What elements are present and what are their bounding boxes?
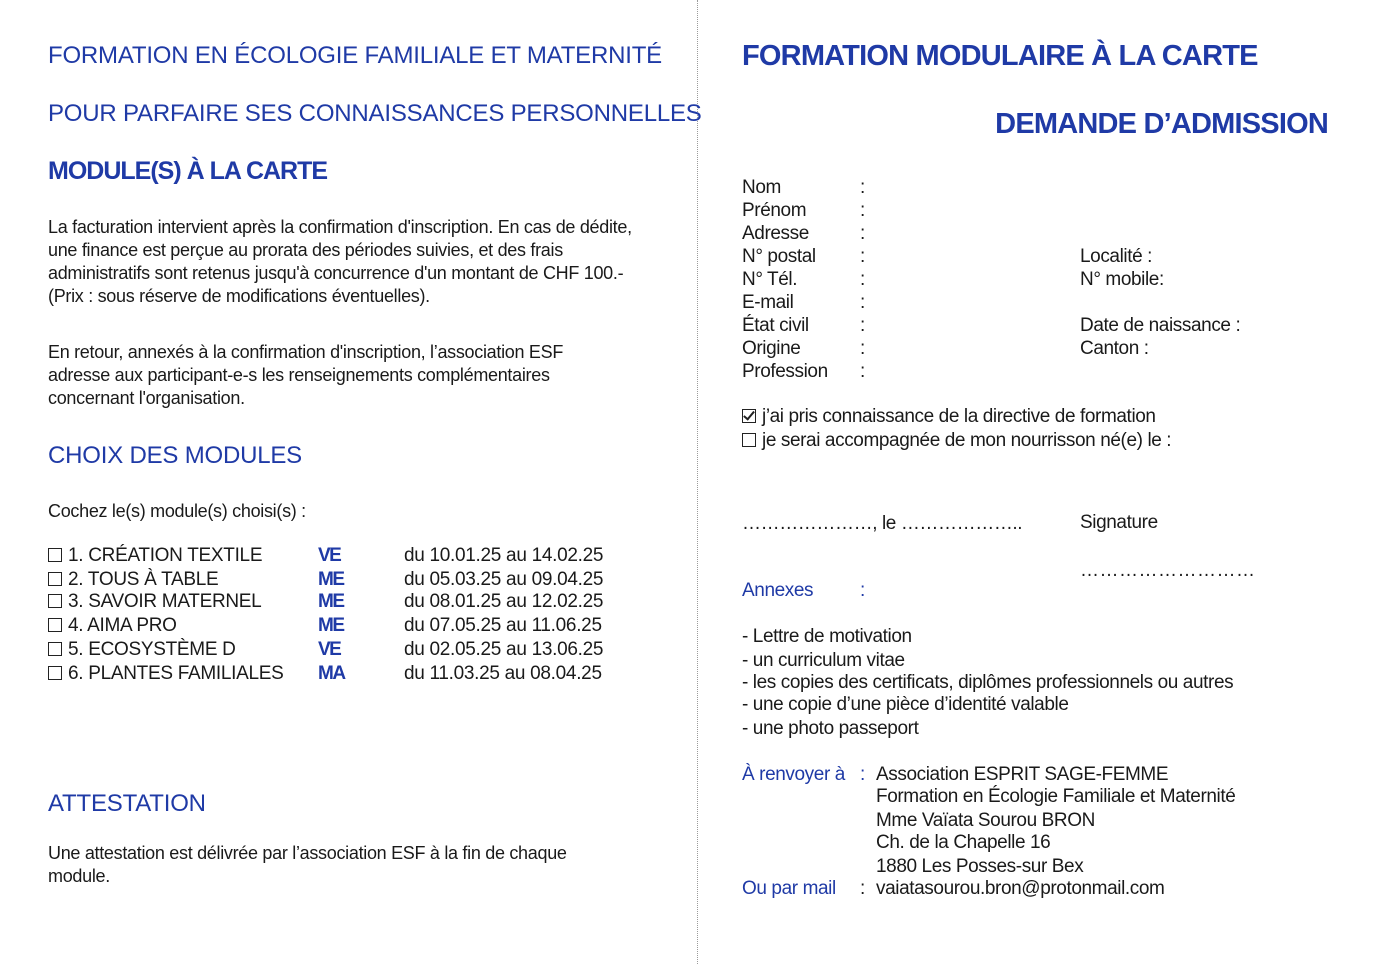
return-line: concernant l'organisation. [48, 388, 245, 408]
modules-heading: CHOIX DES MODULES [48, 442, 302, 469]
address-line: 1880 Les Posses-sur Bex [876, 856, 1084, 877]
form-title: FORMATION MODULAIRE À LA CARTE [742, 40, 1258, 72]
right-page [742, 0, 1342, 964]
billing-line: administratifs sont retenus jusqu'à concurrence d'un montant de CHF 100.- [48, 263, 624, 283]
left-title-1: FORMATION EN ÉCOLOGIE FAMILIALE ET MATERNITÉ [48, 42, 662, 69]
module-checkbox[interactable] [48, 666, 62, 680]
field-colon: : [860, 177, 865, 198]
form-subtitle: DEMANDE D’ADMISSION [995, 108, 1328, 140]
field-label: Nom [742, 177, 781, 198]
field-label: Adresse [742, 223, 809, 244]
address-line: Ch. de la Chapelle 16 [876, 832, 1051, 853]
module-name: 2. TOUS À TABLE [68, 569, 219, 590]
attestation-line: module. [48, 866, 110, 886]
fold-divider [697, 0, 698, 964]
form-field-prenom[interactable] [742, 200, 1342, 223]
module-day: ME [318, 591, 344, 612]
mail-colon: : [860, 878, 866, 899]
field-label: N° Tél. [742, 269, 798, 290]
module-dates: du 07.05.25 au 11.06.25 [404, 615, 602, 636]
field-right-label: Canton : [1080, 338, 1149, 359]
field-label: E-mail [742, 292, 794, 313]
return-to-label: À renvoyer à [742, 764, 845, 785]
left-page [48, 0, 702, 964]
module-checkbox[interactable] [48, 548, 62, 562]
form-field-nom[interactable] [742, 177, 1342, 200]
field-right-label: Localité : [1080, 246, 1153, 267]
billing-line: (Prix : sous réserve de modifications éventuelles). [48, 286, 430, 306]
field-colon: : [860, 338, 865, 359]
return-line: En retour, annexés à la confirmation d'inscription, l’association ESF [48, 342, 564, 362]
module-day: ME [318, 615, 344, 636]
annex-item: - les copies des certificats, diplômes professionnels ou autres [742, 672, 1234, 693]
field-colon: : [860, 246, 865, 267]
directive-checkbox-label: j’ai pris connaissance de la directive de formation [762, 406, 1156, 427]
left-title-3: MODULE(S) À LA CARTE [48, 157, 328, 185]
module-checkbox[interactable] [48, 642, 62, 656]
field-colon: : [860, 200, 865, 221]
field-label: Prénom [742, 200, 807, 221]
field-label: N° postal [742, 246, 816, 267]
billing-line: La facturation intervient après la confirmation d'inscription. En cas de dédite, [48, 217, 632, 237]
field-right-label: Date de naissance : [1080, 315, 1241, 336]
mail-address-link[interactable]: vaiatasourou.bron@protonmail.com [876, 878, 1165, 899]
modules-instruction: Cochez le(s) module(s) choisi(s) : [48, 501, 306, 521]
module-checkbox[interactable] [48, 594, 62, 608]
address-line: Association ESPRIT SAGE-FEMME [876, 764, 1169, 785]
module-dates: du 05.03.25 au 09.04.25 [404, 569, 604, 590]
attestation-heading: ATTESTATION [48, 790, 206, 817]
address-line: Mme Vaïata Sourou BRON [876, 810, 1095, 831]
form-field-tel[interactable] [742, 269, 1342, 292]
attestation-line: Une attestation est délivrée par l’association ESF à la fin de chaque [48, 843, 567, 863]
annex-item: - une photo passeport [742, 718, 919, 739]
place-date-line: …………………, le ……………….. [742, 513, 1023, 534]
module-checkbox[interactable] [48, 572, 62, 586]
attestation-paragraph [48, 842, 658, 888]
billing-line: une finance est perçue au prorata des périodes suivies, et des frais [48, 240, 563, 260]
field-colon: : [860, 223, 865, 244]
module-day: VE [318, 639, 341, 660]
form-field-adresse[interactable] [742, 223, 1342, 246]
checked-checkbox[interactable] [742, 409, 756, 423]
field-colon: : [860, 361, 865, 382]
return-to-colon: : [860, 764, 866, 785]
field-right-label: N° mobile: [1080, 269, 1164, 290]
form-field-etat-civil[interactable] [742, 315, 1342, 338]
module-day: MA [318, 663, 345, 684]
field-colon: : [860, 292, 865, 313]
form-field-origine[interactable] [742, 338, 1342, 361]
annex-item: - un curriculum vitae [742, 650, 905, 671]
field-colon: : [860, 315, 865, 336]
module-dates: du 02.05.25 au 13.06.25 [404, 639, 604, 660]
field-label: État civil [742, 315, 809, 336]
form-field-email[interactable] [742, 292, 1342, 315]
unchecked-checkbox[interactable] [742, 433, 756, 447]
return-line: adresse aux participant-e-s les renseignements complémentaires [48, 365, 550, 385]
annexes-colon: : [860, 580, 866, 601]
nursling-checkbox-label: je serai accompagnée de mon nourrisson né(e) le : [762, 430, 1172, 451]
field-label: Origine [742, 338, 801, 359]
module-dates: du 08.01.25 au 12.02.25 [404, 591, 604, 612]
module-name: 1. CRÉATION TEXTILE [68, 545, 263, 566]
module-dates: du 11.03.25 au 08.04.25 [404, 663, 602, 684]
return-paragraph [48, 341, 658, 410]
module-day: ME [318, 569, 344, 590]
field-colon: : [860, 269, 865, 290]
signature-label: Signature [1080, 512, 1158, 533]
annex-item: - Lettre de motivation [742, 626, 912, 647]
billing-paragraph [48, 216, 658, 308]
module-checkbox[interactable] [48, 618, 62, 632]
form-field-profession[interactable] [742, 361, 1342, 384]
annexes-label: Annexes [742, 580, 814, 601]
mail-label: Ou par mail [742, 878, 836, 899]
module-name: 4. AIMA PRO [68, 615, 177, 636]
module-name: 5. ECOSYSTÈME D [68, 639, 236, 660]
module-name: 6. PLANTES FAMILIALES [68, 663, 284, 684]
form-field-postal[interactable] [742, 246, 1342, 269]
module-name: 3. SAVOIR MATERNEL [68, 591, 262, 612]
directive-checkbox-row[interactable] [742, 406, 1156, 428]
module-dates: du 10.01.25 au 14.02.25 [404, 545, 604, 566]
module-day: VE [318, 545, 341, 566]
left-title-2: POUR PARFAIRE SES CONNAISSANCES PERSONNELLES [48, 100, 702, 127]
nursling-checkbox-row[interactable] [742, 430, 1171, 452]
field-label: Profession [742, 361, 828, 382]
signature-line: ……………………… [1080, 560, 1256, 581]
annex-item: - une copie d’une pièce d’identité valable [742, 694, 1069, 715]
address-line: Formation en Écologie Familiale et Maternité [876, 786, 1236, 807]
